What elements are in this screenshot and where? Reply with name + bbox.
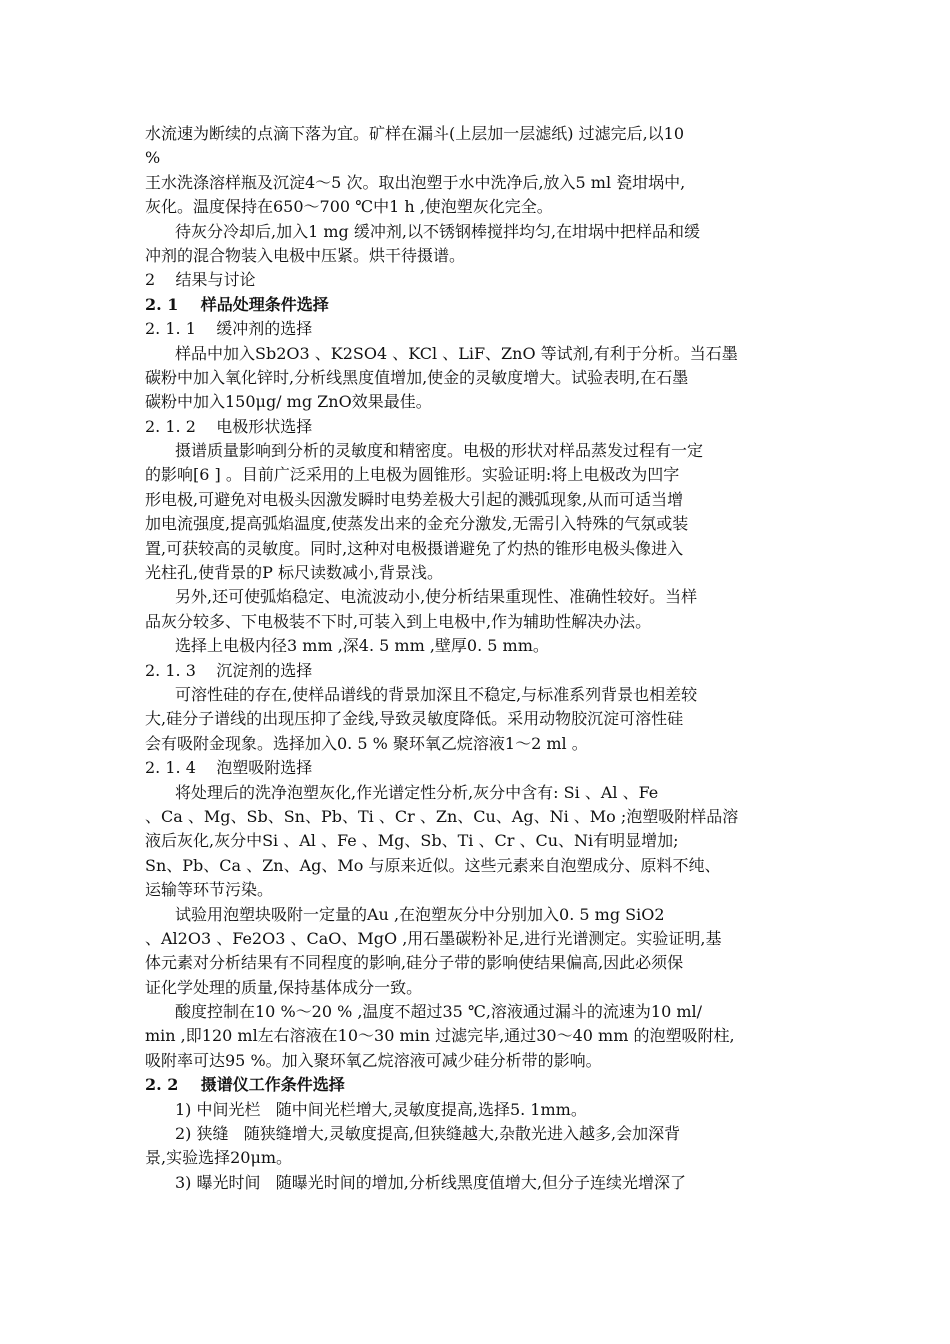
text-line: 形电极,可避免对电极头因激发瞬时电势差极大引起的溅弧现象,从而可适当增 <box>145 489 684 509</box>
text-line: 可溶性硅的存在,使样品谱线的背景加深且不稳定,与标准系列背景也相差较 <box>175 684 698 704</box>
text-line: % <box>145 148 161 168</box>
text-line: 将处理后的洗净泡塑灰化,作光谱定性分析,灰分中含有: Si 、Al 、Fe <box>175 782 659 802</box>
text-line: 2) 狭缝 随狭缝增大,灵敏度提高,但狭缝越大,杂散光进入越多,会加深背 <box>175 1124 681 1144</box>
section-heading-line: 2. 2 摄谱仪工作条件选择 <box>145 1075 345 1095</box>
text-line: Sn、Pb、Ca 、Zn、Ag、Mo 与原来近似。这些元素来自泡塑成分、原料不纯、 <box>145 855 721 875</box>
text-line: min ,即120 ml左右溶液在10～30 min 过滤完毕,通过30～40 mm 的泡塑吸附柱, <box>145 1026 735 1046</box>
text-line: 试验用泡塑块吸附一定量的Au ,在泡塑灰分中分别加入0. 5 mg SiO2 <box>175 904 665 924</box>
text-line: 品灰分较多、下电极装不下时,可装入到上电极中,作为辅助性解决办法。 <box>145 611 652 631</box>
text-line: 、Al2O3 、Fe2O3 、CaO、MgO ,用石墨碳粉补足,进行光谱测定。实验证明,基 <box>145 928 722 948</box>
text-line: 会有吸附金现象。选择加入0. 5 % 聚环氧乙烷溶液1～2 ml 。 <box>145 733 588 753</box>
text-line: 选择上电极内径3 mm ,深4. 5 mm ,壁厚0. 5 mm。 <box>175 636 549 656</box>
text-line: 3) 曝光时间 随曝光时间的增加,分析线黑度值增大,但分子连续光增深了 <box>175 1172 686 1192</box>
text-line: 王水洗涤溶样瓶及沉淀4～5 次。取出泡塑于水中洗净后,放入5 ml 瓷坩埚中, <box>145 172 686 192</box>
text-line: 、Ca 、Mg、Sb、Sn、Pb、Ti 、Cr 、Zn、Cu、Ag、Ni 、Mo ;泡塑吸附样品溶 <box>145 806 739 826</box>
text-line: 液后灰化,灰分中Si 、Al 、Fe 、Mg、Sb、Ti 、Cr 、Cu、Ni有明显增加; <box>145 831 679 851</box>
text-line: 景,实验选择20μm。 <box>145 1148 293 1168</box>
text-line: 2. 1. 2 电极形状选择 <box>145 416 313 436</box>
text-line: 灰化。温度保持在650～700 ℃中1 h ,使泡塑灰化完全。 <box>145 197 553 217</box>
text-line: 置,可获较高的灵敏度。同时,这种对电极摄谱避免了灼热的锥形电极头像进入 <box>145 538 684 558</box>
text-line: 摄谱质量影响到分析的灵敏度和精密度。电极的形状对样品蒸发过程有一定 <box>175 441 704 461</box>
text-line: 光柱孔,使背景的P 标尺读数减小,背景浅。 <box>145 563 444 583</box>
text-line: 1) 中间光栏 随中间光栏增大,灵敏度提高,选择5. 1mm。 <box>175 1099 587 1119</box>
text-line: 的影响[6 ] 。目前广泛采用的上电极为圆锥形。实验证明:将上电极改为凹字 <box>145 465 680 485</box>
text-line: 2. 1. 3 沉淀剂的选择 <box>145 660 313 680</box>
text-line: 水流速为断续的点滴下落为宜。矿样在漏斗(上层加一层滤纸) 过滤完后,以10 <box>145 124 685 143</box>
text-line: 酸度控制在10 %～20 % ,温度不超过35 ℃,溶液通过漏斗的流速为10 ml/ <box>175 1002 703 1022</box>
text-line: 碳粉中加入150μg/ mg ZnO效果最佳。 <box>145 392 432 412</box>
text-line: 大,硅分子谱线的出现压抑了金线,导致灵敏度降低。采用动物胶沉淀可溶性硅 <box>145 709 684 729</box>
text-line: 运输等环节污染。 <box>145 880 274 900</box>
text-line: 体元素对分析结果有不同程度的影响,硅分子带的影响使结果偏高,因此必须保 <box>145 953 684 973</box>
text-line: 另外,还可使弧焰稳定、电流波动小,使分析结果重现性、准确性较好。当样 <box>175 587 698 607</box>
text-line: 吸附率可达95 %。加入聚环氧乙烷溶液可减少硅分析带的影响。 <box>145 1050 602 1070</box>
text-line: 2. 1. 4 泡塑吸附选择 <box>145 758 313 778</box>
text-line: 待灰分冷却后,加入1 mg 缓冲剂,以不锈钢棒搅拌均匀,在坩埚中把样品和缓 <box>175 221 701 241</box>
text-line: 碳粉中加入氧化锌时,分析线黑度值增加,使金的灵敏度增大。试验表明,在石墨 <box>145 367 689 387</box>
text-line: 冲剂的混合物装入电极中压紧。烘干待摄谱。 <box>145 245 466 265</box>
section-heading-line: 2. 1 样品处理条件选择 <box>145 294 329 314</box>
document-body <box>145 122 815 1195</box>
text-line: 证化学处理的质量,保持基体成分一致。 <box>145 977 423 997</box>
text-line: 样品中加入Sb2O3 、K2SO4 、KCl 、LiF、ZnO 等试剂,有利于分析。当石墨 <box>175 343 738 363</box>
text-line: 2. 1. 1 缓冲剂的选择 <box>145 319 313 339</box>
text-line: 2 结果与讨论 <box>145 270 256 290</box>
text-line: 加电流强度,提高弧焰温度,使蒸发出来的金充分激发,无需引入特殊的气氛或装 <box>145 514 689 534</box>
